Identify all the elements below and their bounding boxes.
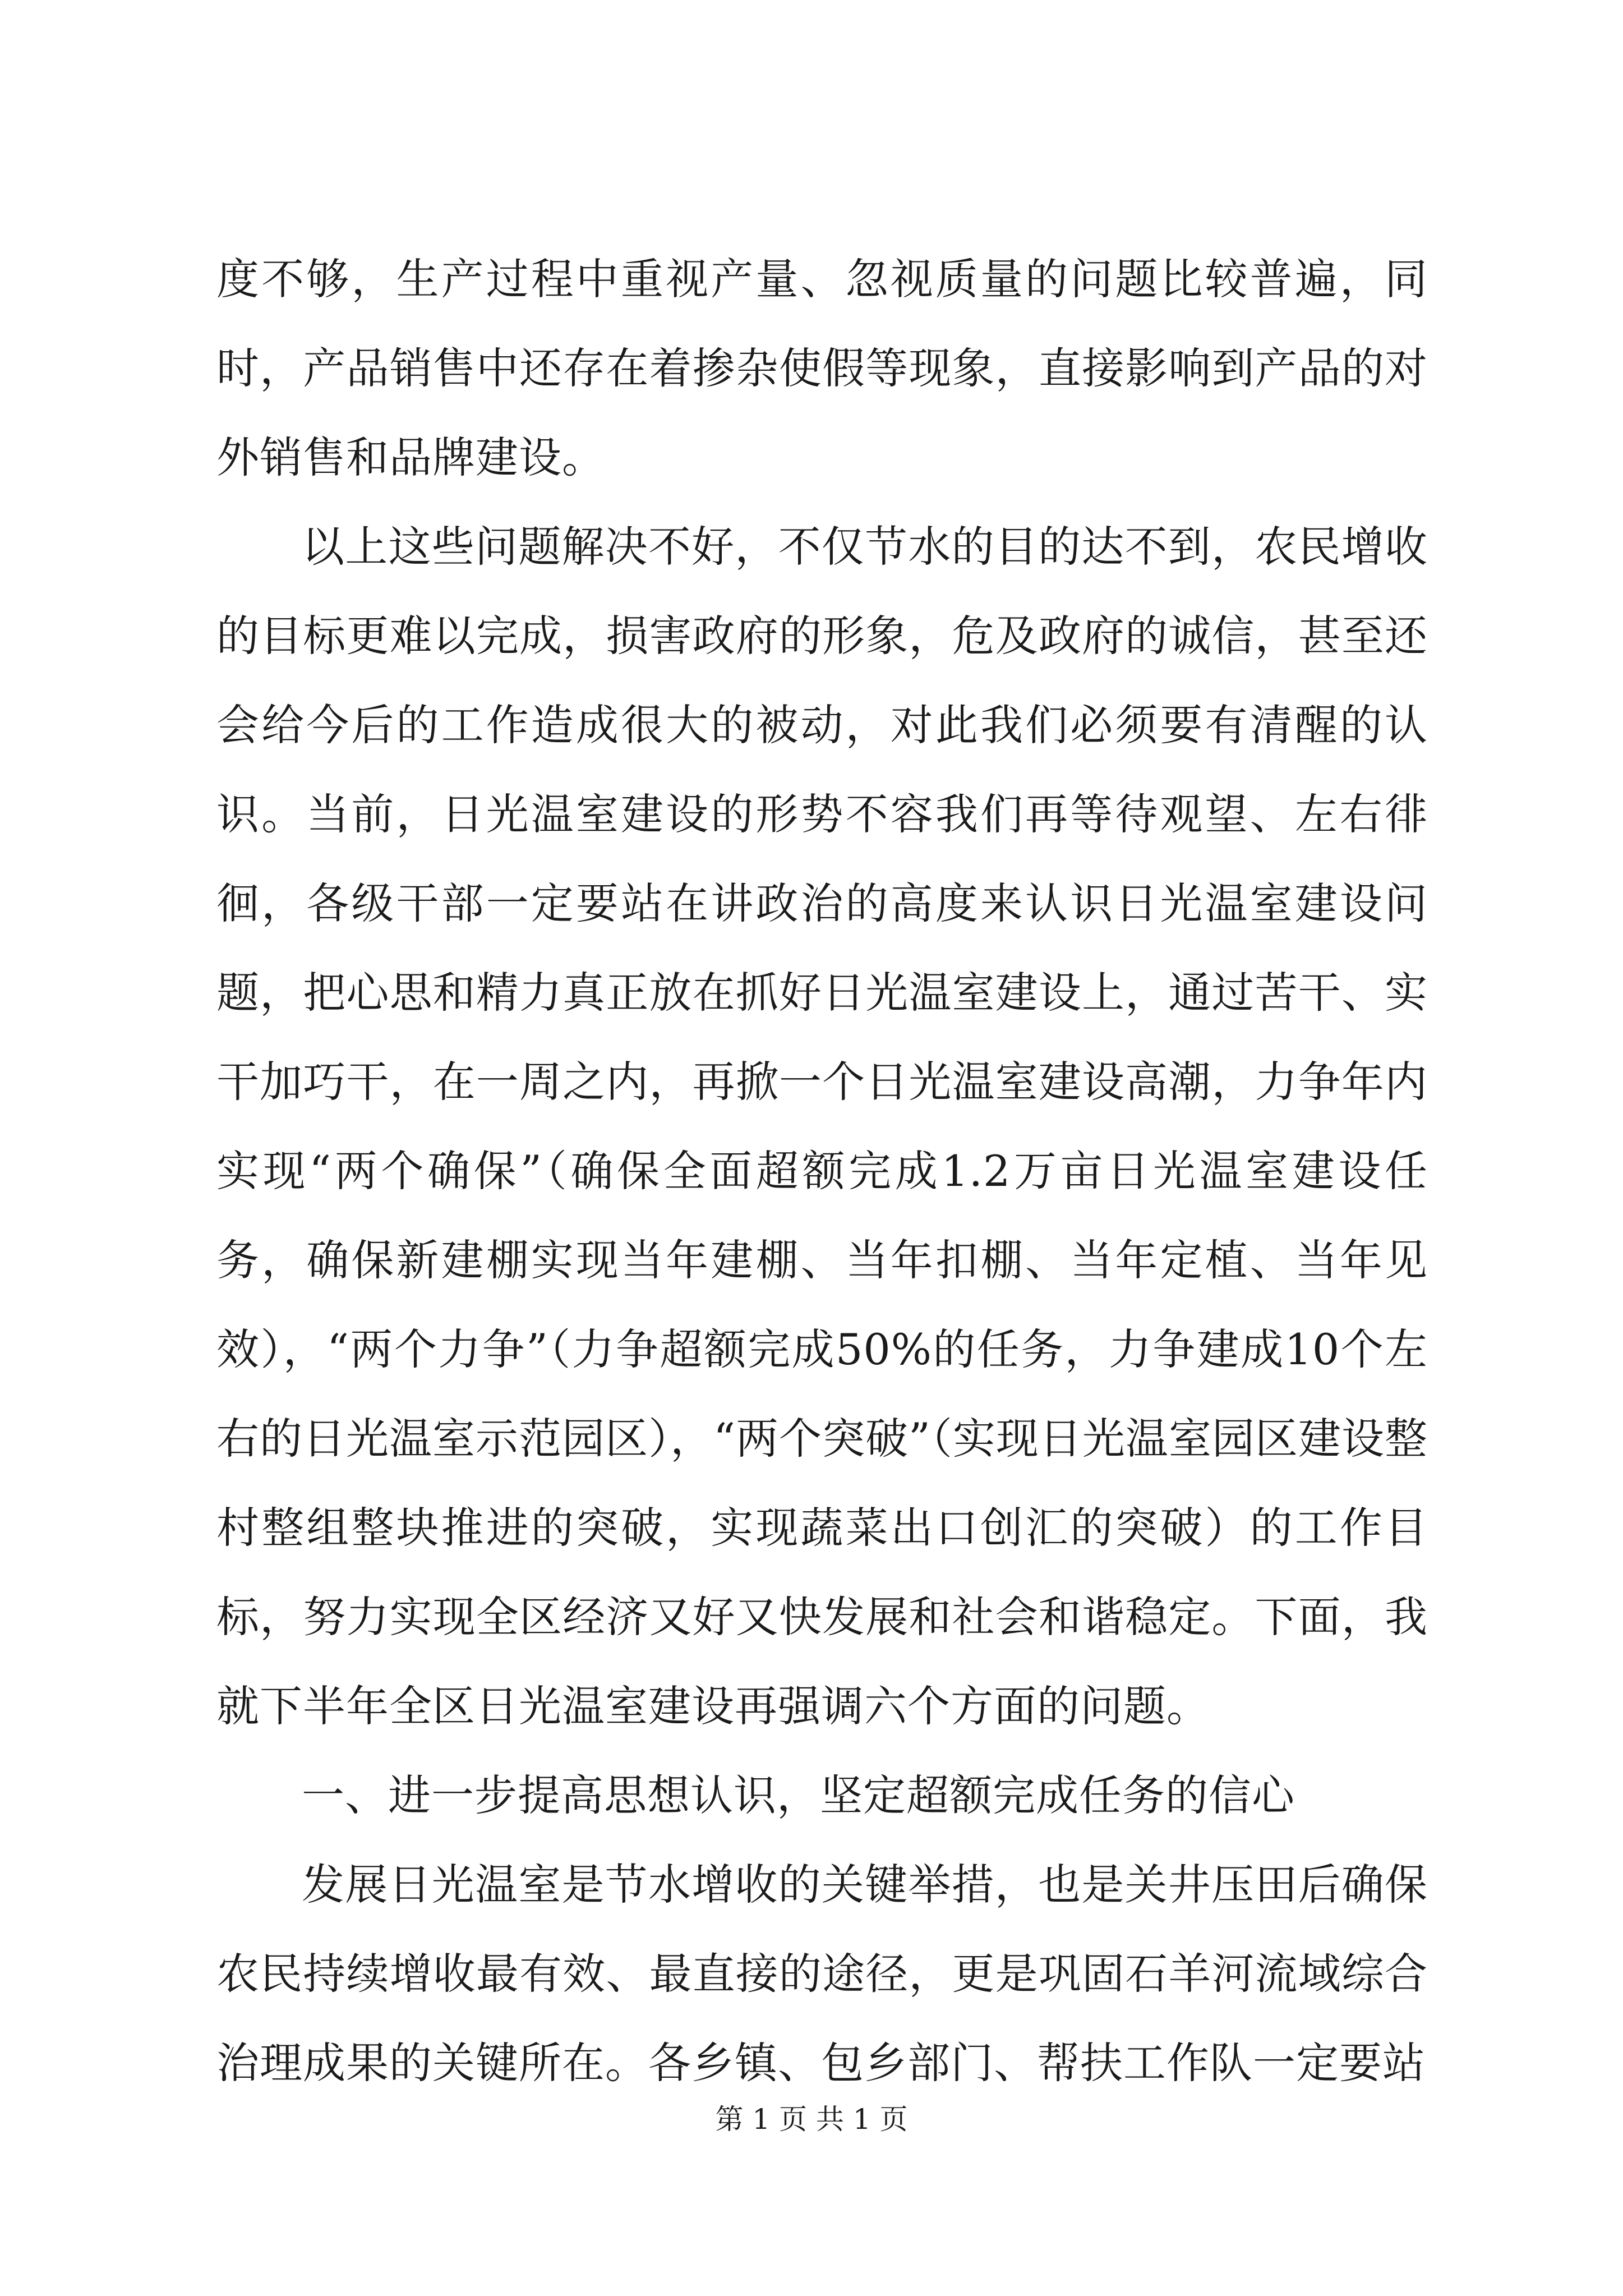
page-footer: 第 1 页 共 1 页 xyxy=(715,2103,908,2136)
paragraph-continuation: 度不够，生产过程中重视产量、忽视质量的问题比较普遍，同时，产品销售中还存在着掺杂使假等现象，直接影响到产品的对外销售和品牌建设。 xyxy=(216,254,1428,482)
document-body xyxy=(216,234,1428,2108)
paragraph-greenhouse-importance: 发展日光温室是节水增收的关键举措，也是关井压田后确保农民持续增收最有效、最直接的途径，更是巩固石羊河流域综合治理成果的关键所在。各乡镇、包乡部门、帮扶工作队一定要站 xyxy=(216,1860,1428,2088)
paragraph-problems-summary: 以上这些问题解决不好，不仅节水的目的达不到，农民增收的目标更难以完成，损害政府的形象，危及政府的诚信，甚至还会给今后的工作造成很大的被动，对此我们必须要有清醒的认识。当前，日光温室建设的形势不容我们再等待观望、左右徘徊，各级干部一定要站在讲政治的高度来认识日光温室建设问题，把心思和精力真正放在抓好日光温室建设上，通过苦干、实干加巧干，在一周之内，再掀一个日光温室建设高潮，力争年内实现“两个确保”（确保全面超额完成1.2万亩日光温室建设任务，确保新建棚实现当年建棚、当年扣棚、当年定植、当年见效），“两个力争”（力争超额完成50%的任务，力争建成10个左右的日光温室示范园区），“两个突破”（实现日光温室园区建设整村整组整块推进的突破，实现蔬菜出口创汇的突破）的工作目标，努力实现全区经济又好又快发展和社会和谐稳定。下面，我就下半年全区日光温室建设再强调六个方面的问题。 xyxy=(216,522,1428,1731)
section-heading-1: 一、进一步提高思想认识，坚定超额完成任务的信心 xyxy=(302,1770,1295,1820)
